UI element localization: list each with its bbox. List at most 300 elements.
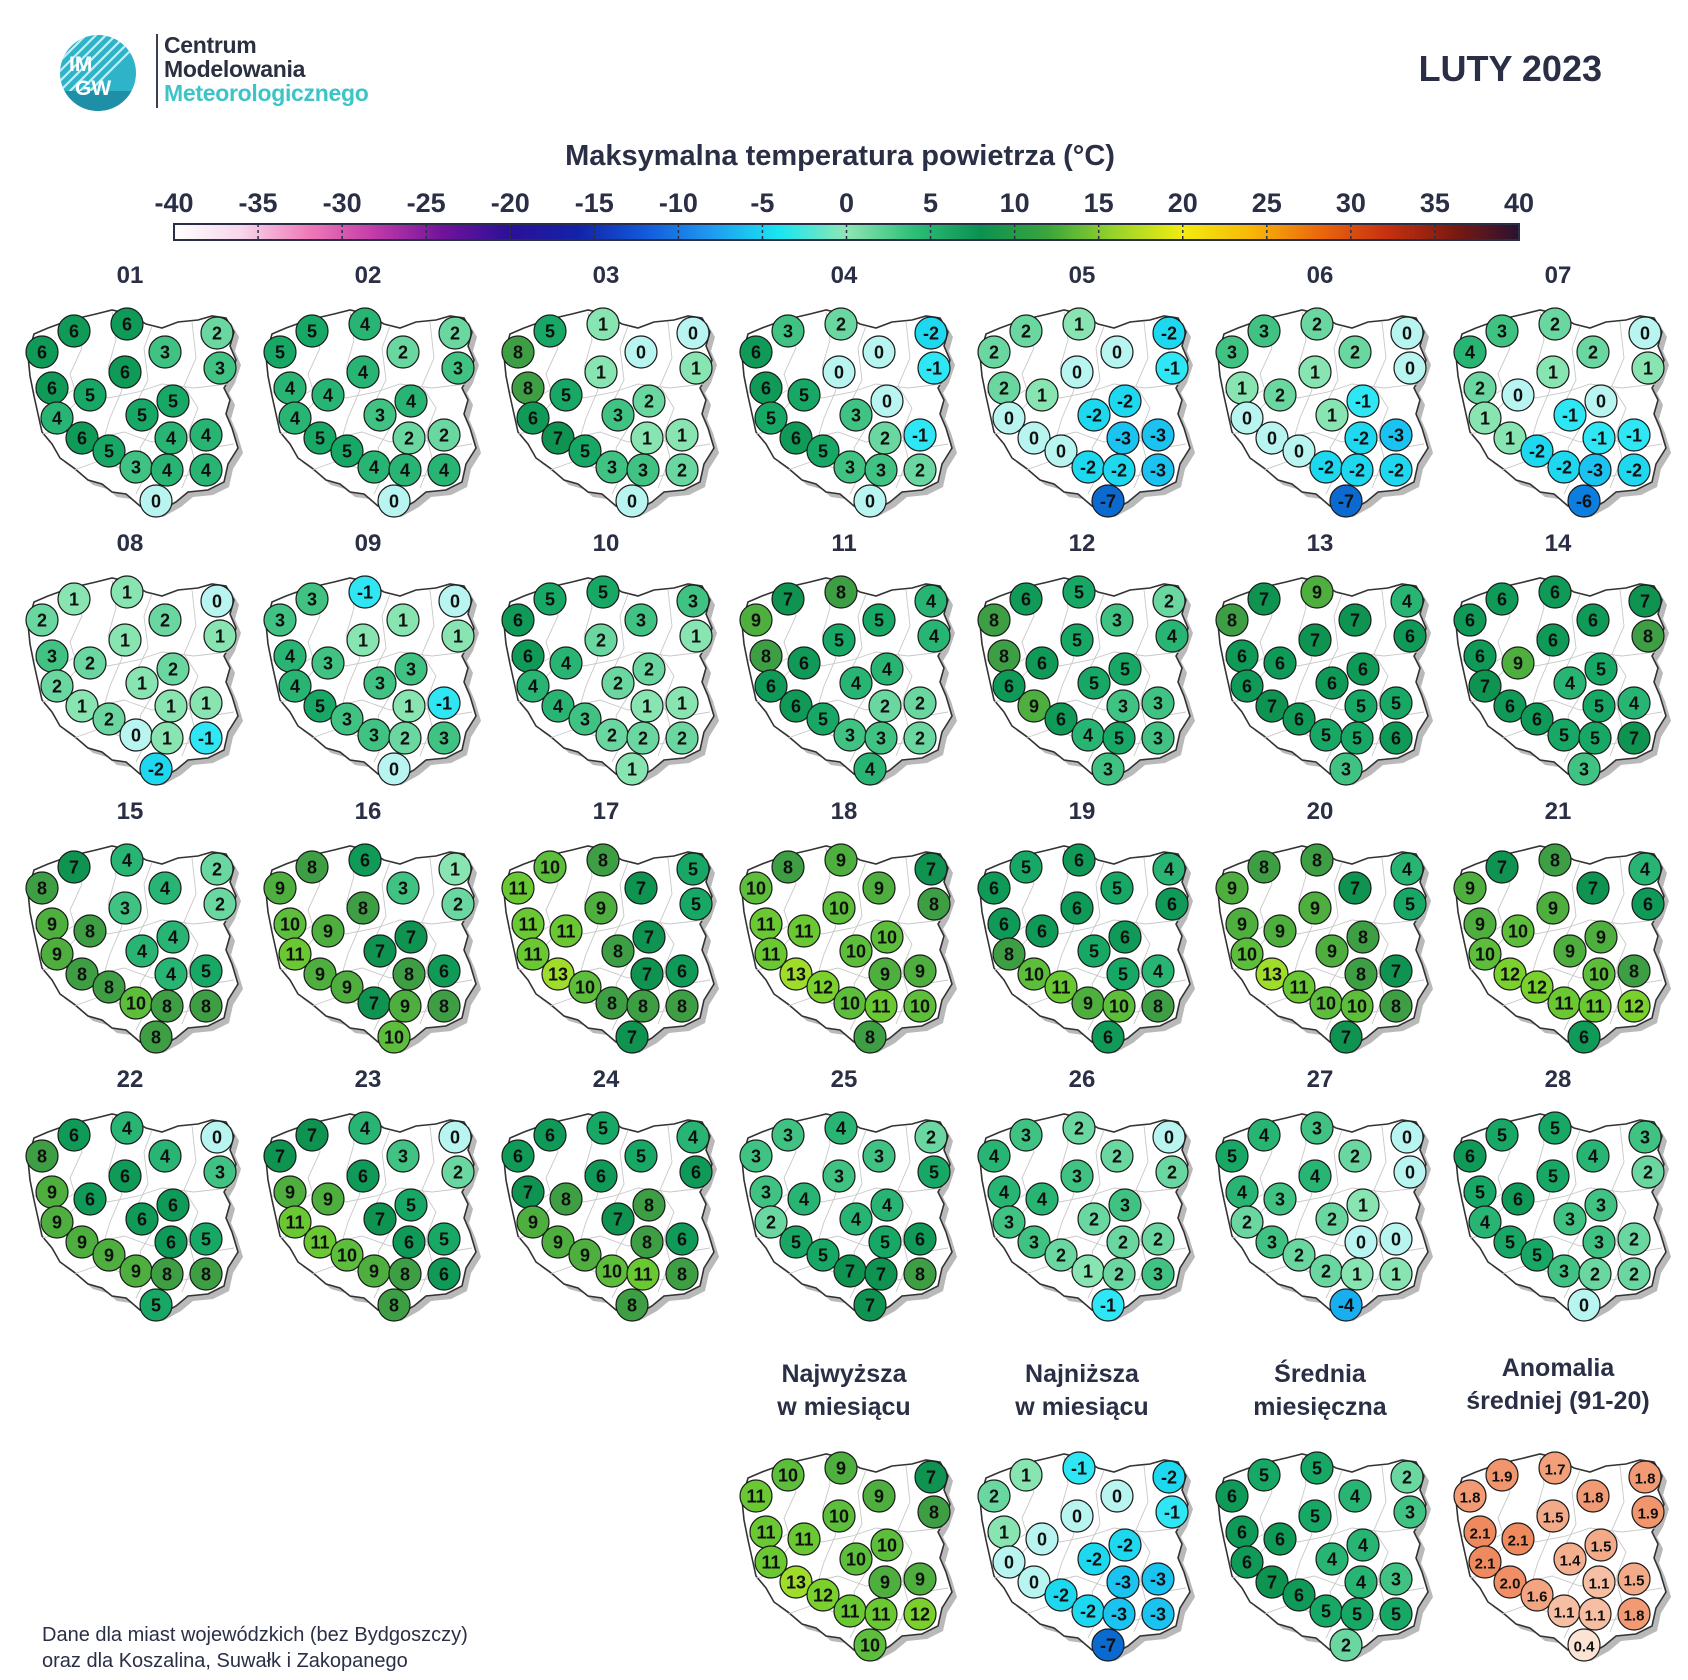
summary-label-line-2: miesięczna: [1253, 1393, 1387, 1421]
day-map: [726, 1092, 962, 1332]
day-map: [726, 288, 962, 528]
city-marker-kielce: [393, 958, 425, 990]
city-marker-katowice: [120, 987, 152, 1019]
city-value: 10: [125, 993, 147, 1014]
city-value: 4: [1479, 1212, 1491, 1233]
city-marker-poznan: [1026, 1183, 1058, 1215]
city-value: 11: [840, 1601, 860, 1622]
city-marker-warszawa: [1585, 1189, 1617, 1221]
city-marker-torun: [1299, 892, 1331, 924]
city-value: 5: [341, 441, 353, 462]
city-marker-krakow: [627, 722, 659, 754]
city-value: 5: [1258, 1465, 1270, 1486]
city-value: -3: [1387, 425, 1405, 446]
city-marker-koszalin: [534, 851, 566, 883]
city-marker-rzeszow: [1380, 990, 1412, 1022]
city-marker-torun: [1537, 356, 1569, 388]
city-value: 6: [512, 1146, 524, 1167]
city-value: 2: [988, 342, 1000, 363]
city-marker-torun: [585, 1160, 617, 1192]
city-value: 0: [1293, 441, 1305, 462]
city-marker-koszalin: [1010, 1119, 1042, 1151]
city-marker-zakopane: [616, 485, 648, 517]
city-marker-szczecin: [1216, 604, 1248, 636]
day-panel-17: [488, 798, 724, 1066]
city-value: 6: [1578, 1027, 1590, 1048]
city-value: 6: [167, 1195, 179, 1216]
city-value: 6: [1020, 589, 1032, 610]
city-marker-rzeszow: [1380, 454, 1412, 486]
city-marker-szczecin: [740, 1480, 772, 1512]
city-marker-torun: [109, 356, 141, 388]
city-marker-lodz: [840, 1203, 872, 1235]
day-label: 06: [1306, 262, 1334, 289]
city-value: 2: [765, 1212, 777, 1233]
city-marker-olsztyn: [149, 1140, 181, 1172]
city-value: 8: [626, 1295, 638, 1316]
city-value: 5: [1309, 1506, 1321, 1527]
city-marker-gdansk: [111, 1112, 143, 1144]
city-value: -1: [435, 693, 453, 714]
city-marker-szczecin: [1454, 604, 1486, 636]
city-value: -2: [1352, 428, 1370, 449]
footnote-line-1: Dane dla miast wojewódzkich (bez Bydgoszczy): [42, 1624, 468, 1646]
city-value: 5: [1119, 659, 1131, 680]
city-value: 7: [1309, 630, 1321, 651]
city-marker-zakopane: [1092, 1629, 1124, 1661]
city-marker-olsztyn: [1339, 1480, 1371, 1512]
city-marker-kielce: [1583, 422, 1615, 454]
city-marker-gorzow: [750, 1176, 782, 1208]
city-value: 6: [676, 961, 688, 982]
city-value: 5: [790, 1232, 802, 1253]
city-marker-suwalki: [915, 1461, 947, 1493]
city-marker-olsztyn: [1339, 336, 1371, 368]
city-marker-suwalki: [915, 585, 947, 617]
city-marker-gdansk: [1063, 576, 1095, 608]
city-marker-lublin: [1380, 1223, 1412, 1255]
city-marker-katowice: [1548, 451, 1580, 483]
city-value: 0: [1390, 1229, 1402, 1250]
day-panel-18: [726, 798, 962, 1066]
city-marker-krakow: [1103, 722, 1135, 754]
city-value: 7: [374, 941, 386, 962]
day-label: 28: [1544, 1066, 1572, 1093]
city-value: 8: [1003, 944, 1015, 965]
city-value: 5: [1351, 728, 1363, 749]
city-value: -2: [1116, 1535, 1134, 1556]
city-value: 5: [438, 1229, 450, 1250]
city-value: 6: [165, 1232, 177, 1253]
city-marker-warszawa: [157, 653, 189, 685]
city-marker-gorzow: [1226, 1176, 1258, 1208]
city-marker-koszalin: [58, 583, 90, 615]
city-marker-kielce: [155, 1226, 187, 1258]
city-value: 5: [1549, 1118, 1561, 1139]
city-value: 4: [850, 1209, 862, 1230]
city-marker-lublin: [904, 419, 936, 451]
city-value: 6: [690, 1162, 702, 1183]
city-marker-gorzow: [512, 640, 544, 672]
city-value: 2: [211, 323, 223, 344]
city-marker-olsztyn: [863, 336, 895, 368]
city-value: -2: [1079, 457, 1097, 478]
city-value: 1.5: [1542, 1509, 1564, 1527]
city-marker-krakow: [389, 454, 421, 486]
city-marker-gdansk: [349, 1112, 381, 1144]
city-marker-torun: [823, 356, 855, 388]
city-value: 0: [449, 591, 461, 612]
scale-tick-label: 5: [923, 188, 939, 218]
city-marker-poznan: [1502, 1523, 1534, 1555]
city-value: 2.1: [1474, 1555, 1496, 1573]
city-marker-zakopane: [1568, 1289, 1600, 1321]
city-marker-poznan: [74, 379, 106, 411]
city-marker-lodz: [840, 1543, 872, 1575]
city-value: 8: [512, 342, 524, 363]
city-marker-katowice: [1310, 451, 1342, 483]
city-value: -2: [922, 323, 940, 344]
day-label: 17: [592, 798, 620, 825]
city-marker-bialystok: [918, 888, 950, 920]
city-marker-warszawa: [395, 653, 427, 685]
city-value: 0: [873, 342, 885, 363]
city-value: 9: [750, 610, 762, 631]
city-value: 6: [765, 676, 777, 697]
city-marker-gorzow: [988, 372, 1020, 404]
city-marker-lodz: [126, 1203, 158, 1235]
city-value: 8: [306, 857, 318, 878]
city-value: 8: [36, 1146, 48, 1167]
city-marker-szczecin: [502, 1140, 534, 1172]
city-marker-szczecin: [264, 1140, 296, 1172]
city-marker-warszawa: [1347, 653, 1379, 685]
city-value: 8: [928, 1502, 940, 1523]
city-value: 4: [289, 676, 301, 697]
city-value: 8: [161, 996, 173, 1017]
city-marker-gdansk: [1539, 308, 1571, 340]
city-marker-poznan: [788, 1183, 820, 1215]
city-marker-suwalki: [1153, 585, 1185, 617]
city-marker-katowice: [120, 719, 152, 751]
city-value: 6: [1547, 630, 1559, 651]
city-value: 3: [579, 709, 591, 730]
city-value: 11: [761, 944, 781, 965]
city-value: 3: [1028, 1232, 1040, 1253]
city-value: 4: [289, 408, 301, 429]
city-marker-zakopane: [1330, 1289, 1362, 1321]
city-marker-warszawa: [1347, 1189, 1379, 1221]
city-marker-lodz: [1316, 399, 1348, 431]
city-value: 4: [359, 1118, 371, 1139]
city-value: 3: [850, 405, 862, 426]
city-value: -1: [1099, 1295, 1117, 1316]
day-label: 05: [1068, 262, 1096, 289]
city-value: -1: [356, 582, 374, 603]
city-value: 2: [1163, 591, 1175, 612]
city-value: 1: [136, 673, 148, 694]
city-value: 3: [1119, 1195, 1131, 1216]
city-marker-warszawa: [395, 385, 427, 417]
day-map: [964, 1092, 1200, 1332]
city-value: 8: [612, 941, 624, 962]
city-value: -2: [1317, 457, 1335, 478]
city-value: 6: [1642, 894, 1654, 915]
city-marker-warszawa: [633, 385, 665, 417]
city-value: 2: [84, 653, 96, 674]
day-map: [12, 824, 248, 1064]
city-value: 5: [314, 696, 326, 717]
city-marker-poznan: [74, 1183, 106, 1215]
city-marker-lublin: [1142, 1223, 1174, 1255]
city-marker-lublin: [904, 955, 936, 987]
city-marker-koszalin: [1486, 583, 1518, 615]
city-value: 1: [641, 696, 653, 717]
city-value: 1.5: [1590, 1538, 1612, 1556]
city-value: 2: [1642, 1162, 1654, 1183]
city-marker-olsztyn: [625, 604, 657, 636]
city-value: 6: [1055, 709, 1067, 730]
city-marker-lublin: [190, 687, 222, 719]
city-marker-torun: [347, 356, 379, 388]
city-value: 6: [1236, 646, 1248, 667]
city-value: 1: [165, 696, 177, 717]
city-marker-zakopane: [140, 753, 172, 785]
city-marker-kielce: [869, 690, 901, 722]
city-value: 0: [211, 1127, 223, 1148]
city-value: 11: [746, 1486, 766, 1507]
day-panel-19: [964, 798, 1200, 1066]
city-marker-zakopane: [1092, 753, 1124, 785]
city-value: 1: [1036, 385, 1048, 406]
city-value: 8: [103, 977, 115, 998]
scale-tick-label: 0: [838, 188, 855, 218]
city-marker-rzeszow: [666, 1258, 698, 1290]
city-marker-zakopane: [616, 1289, 648, 1321]
city-marker-szczecin: [1454, 1140, 1486, 1172]
city-marker-rzeszow: [666, 454, 698, 486]
city-marker-lublin: [1618, 955, 1650, 987]
city-marker-suwalki: [201, 317, 233, 349]
city-marker-katowice: [1310, 1595, 1342, 1627]
city-value: 4: [925, 591, 937, 612]
city-value: 1: [1351, 1264, 1363, 1285]
city-value: -2: [1555, 457, 1573, 478]
city-value: 3: [687, 591, 699, 612]
city-value: 5: [560, 385, 572, 406]
day-map: [1440, 824, 1676, 1064]
footnote: [42, 1622, 468, 1674]
city-value: 3: [438, 728, 450, 749]
city-marker-olsztyn: [1577, 1140, 1609, 1172]
city-value: 2: [452, 894, 464, 915]
city-value: 7: [274, 1146, 286, 1167]
city-value: 8: [988, 610, 1000, 631]
city-marker-gdansk: [825, 844, 857, 876]
city-marker-gorzow: [988, 640, 1020, 672]
city-marker-katowice: [120, 451, 152, 483]
city-marker-bialystok: [204, 620, 236, 652]
city-value: 2: [403, 428, 415, 449]
city-value: 4: [438, 460, 450, 481]
city-marker-olsztyn: [863, 872, 895, 904]
city-value: 11: [285, 944, 305, 965]
city-value: 9: [1474, 914, 1486, 935]
city-value: 1: [1479, 408, 1491, 429]
city-value: 4: [1152, 961, 1164, 982]
city-value: 7: [626, 1027, 638, 1048]
logo-line-2: Modelowania: [164, 56, 306, 82]
city-marker-suwalki: [1629, 1461, 1661, 1493]
city-value: 5: [167, 391, 179, 412]
city-marker-koszalin: [534, 583, 566, 615]
city-marker-lodz: [126, 399, 158, 431]
day-label: 23: [354, 1066, 382, 1093]
city-marker-lodz: [1078, 399, 1110, 431]
city-value: 6: [68, 1125, 80, 1146]
scale-tick-label: -35: [238, 188, 278, 218]
city-value: 0: [1404, 1162, 1416, 1183]
city-value: 5: [1351, 1604, 1363, 1625]
city-value: 3: [635, 610, 647, 631]
city-value: 0: [635, 342, 647, 363]
day-map: [488, 288, 724, 528]
city-value: 5: [274, 342, 286, 363]
city-value: 4: [864, 759, 876, 780]
city-value: 1: [452, 626, 464, 647]
city-marker-olsztyn: [625, 1140, 657, 1172]
city-marker-olsztyn: [625, 336, 657, 368]
city-marker-szczecin: [978, 604, 1010, 636]
city-marker-poznan: [1502, 1183, 1534, 1215]
summary-map-3: [1202, 1432, 1438, 1672]
city-value: 2: [1020, 321, 1032, 342]
scale-tick-label: 15: [1083, 188, 1114, 218]
city-value: 3: [374, 673, 386, 694]
city-value: 3: [875, 460, 887, 481]
city-marker-olsztyn: [863, 1480, 895, 1512]
city-value: 2: [1311, 314, 1323, 335]
day-label: 08: [116, 530, 144, 557]
day-panel-23: [250, 1066, 486, 1334]
city-marker-bialystok: [1156, 352, 1188, 384]
city-value: 5: [136, 405, 148, 426]
city-marker-lodz: [1316, 935, 1348, 967]
city-marker-zakopane: [1330, 753, 1362, 785]
city-marker-katowice: [1072, 719, 1104, 751]
city-value: 9: [579, 1245, 591, 1266]
city-value: 6: [438, 961, 450, 982]
city-value: 10: [1023, 964, 1045, 985]
city-value: 3: [782, 321, 794, 342]
city-value: 6: [119, 362, 131, 383]
city-value: 9: [914, 961, 926, 982]
city-marker-lublin: [1142, 687, 1174, 719]
city-value: 9: [51, 944, 63, 965]
city-marker-krakow: [1341, 1258, 1373, 1290]
city-marker-suwalki: [1629, 853, 1661, 885]
city-value: 10: [745, 878, 767, 899]
city-value: 6: [1326, 673, 1338, 694]
city-value: 3: [214, 358, 226, 379]
city-marker-gorzow: [988, 908, 1020, 940]
city-value: 8: [200, 996, 212, 1017]
city-value: -3: [1110, 1604, 1128, 1625]
city-value: 4: [988, 1146, 1000, 1167]
city-value: 1.9: [1491, 1468, 1513, 1486]
city-value: 2: [452, 1162, 464, 1183]
city-value: 1: [121, 582, 133, 603]
city-marker-bialystok: [1394, 888, 1426, 920]
city-marker-suwalki: [677, 317, 709, 349]
city-value: 10: [845, 941, 867, 962]
city-marker-poznan: [1026, 379, 1058, 411]
city-value: -7: [1099, 491, 1117, 512]
city-value: 6: [1357, 659, 1369, 680]
city-value: -1: [1561, 405, 1579, 426]
city-value: 0: [1071, 362, 1083, 383]
city-value: 3: [1496, 321, 1508, 342]
city-marker-kielce: [1107, 1566, 1139, 1598]
city-marker-rzeszow: [666, 722, 698, 754]
city-value: 10: [859, 1635, 881, 1656]
city-marker-rzeszow: [428, 990, 460, 1022]
city-marker-koszalin: [1248, 583, 1280, 615]
city-marker-warszawa: [871, 1529, 903, 1561]
city-value: 4: [1258, 1125, 1270, 1146]
city-value: 8: [676, 1264, 688, 1285]
city-value: 2: [643, 391, 655, 412]
city-marker-kielce: [1107, 690, 1139, 722]
city-value: 9: [835, 850, 847, 871]
city-marker-lublin: [904, 1223, 936, 1255]
city-value: 3: [844, 457, 856, 478]
city-value: 11: [310, 1232, 330, 1253]
city-value: -1: [911, 425, 929, 446]
city-marker-koszalin: [534, 315, 566, 347]
city-value: 2: [1340, 1635, 1352, 1656]
city-marker-lodz: [364, 1203, 396, 1235]
city-marker-lodz: [1078, 667, 1110, 699]
city-marker-suwalki: [439, 585, 471, 617]
city-value: 9: [1547, 898, 1559, 919]
city-value: 1: [641, 428, 653, 449]
summary-map-2: [964, 1432, 1200, 1672]
city-value: 3: [833, 1166, 845, 1187]
city-marker-gdansk: [1063, 1452, 1095, 1484]
city-marker-rzeszow: [190, 454, 222, 486]
city-value: 6: [1274, 1529, 1286, 1550]
city-value: 2: [879, 428, 891, 449]
city-value: 2: [1349, 342, 1361, 363]
city-value: 0: [1355, 1232, 1367, 1253]
city-marker-katowice: [1072, 1255, 1104, 1287]
city-marker-suwalki: [1391, 1461, 1423, 1493]
summary-label-line-1: Anomalia: [1501, 1354, 1615, 1382]
city-marker-katowice: [834, 987, 866, 1019]
city-marker-zakopane: [1568, 1629, 1600, 1661]
city-value: 1.1: [1553, 1604, 1575, 1622]
city-value: 8: [606, 993, 618, 1014]
city-value: 1: [676, 425, 688, 446]
city-value: 6: [998, 914, 1010, 935]
city-value: 8: [782, 857, 794, 878]
city-marker-poznan: [1026, 915, 1058, 947]
city-value: 5: [798, 385, 810, 406]
city-value: 5: [817, 1245, 829, 1266]
city-value: 12: [812, 977, 834, 998]
city-marker-zakopane: [378, 1289, 410, 1321]
